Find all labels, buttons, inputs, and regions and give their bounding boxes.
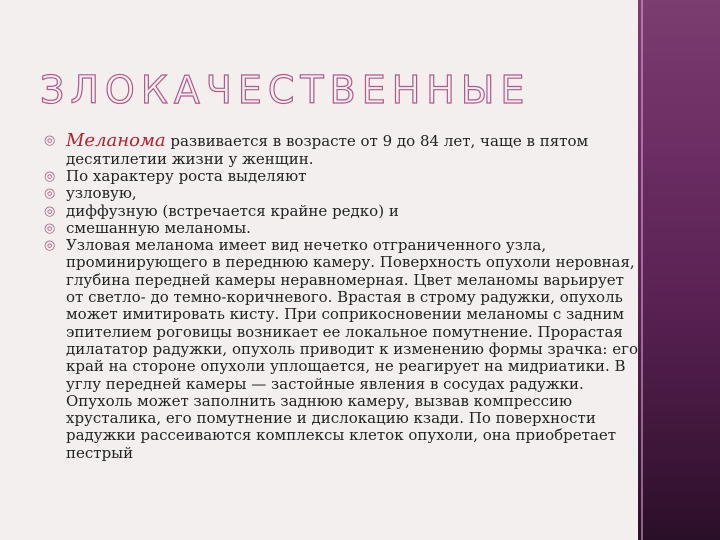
target-bullet-icon: ◎ [44,203,56,219]
list-item-text: развивается в возрасте от 9 до 84 лет, чаще в пятом десятилетии жизни у женщин. [66,132,589,168]
target-bullet-icon: ◎ [44,169,56,184]
list-item-text: узловую, [66,184,137,203]
bullet-list [44,132,640,462]
slide-title: ЗЛОКАЧЕСТВЕННЫЕ [40,68,531,112]
list-item-text: Узловая меланома имеет вид нечетко отграниченного узла, проминирующего в переднюю камеру. Поверхность опухоли неровная, глубина передней камеры неравномерная. Цвет меланомы варьирует от светло- до темно-коричневого. Врастая в строму радужки, опухоль может имитировать кисту. При соприкосновении меланомы с задним эпителием роговицы возникает ее локальное помутнение. Прорастая дилататор радужки, опухоль приводит к изменению формы зрачка: его край на стороне опухоли уплощается, не реагирует на мидриатики. В углу передней камеры — застойные явления в сосудах радужки. Опухоль может заполнить заднюю камеру, вызвав компрессию хрусталика, его помутнение и дислокацию кзади. По поверхности радужки рассеиваются комплексы клеток опухоли, она приобретает пестрый [66,236,638,462]
list-item [44,220,640,237]
list-item [44,237,640,462]
list-item-text: По характеру роста выделяют [66,167,307,185]
list-item-text: диффузную (встречается крайне редко) и [66,201,399,220]
target-bullet-icon: ◎ [44,220,56,236]
highlight-term: Меланома [66,130,166,151]
list-item-text: смешанную меланомы. [66,218,251,237]
list-item [44,203,640,220]
decorative-side-bar [638,0,720,540]
target-bullet-icon: ◎ [44,186,56,202]
decorative-divider [641,0,643,540]
target-bullet-icon: ◎ [44,238,56,254]
list-item [44,185,640,202]
list-item [44,168,640,185]
list-item [44,132,640,168]
target-bullet-icon: ◎ [44,133,56,148]
